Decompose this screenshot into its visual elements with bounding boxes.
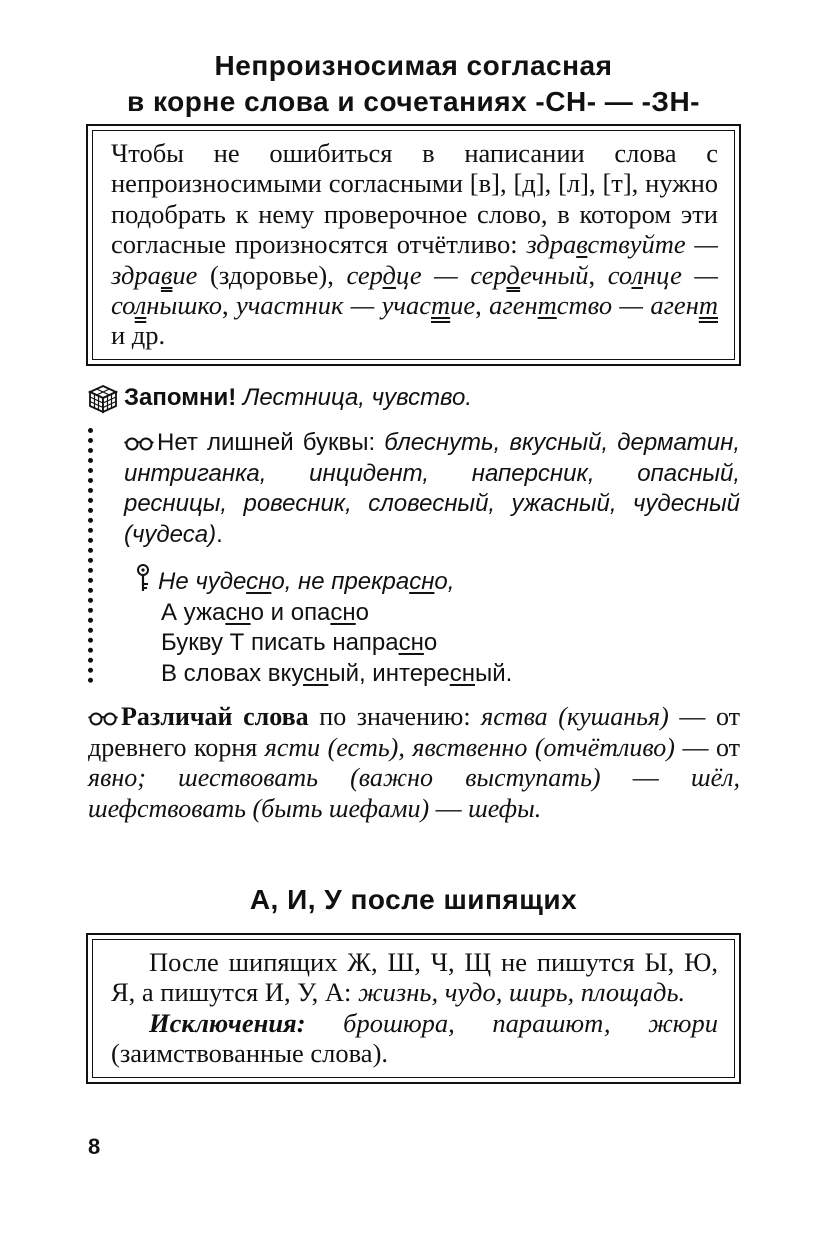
no-extra-letter-paren: (чудеса) [124,520,217,548]
distinguish-note: Различай слова по значению: яства (кушанья) — от древнего корня ясти (есть), явственно (отчётливо) — от явно; шествовать (важно выступать) — шёл, шефствовать (быть шефами) — шефы. [88,702,741,823]
example-2: сердце — сердечный [346,259,589,290]
distinguish-lead: Различай слова [121,702,309,731]
poem-line: В словах вкусный, интересный. [161,659,513,687]
example-5: агентство — агент [489,290,718,321]
no-extra-letter-words: блеснуть, вкусный, дерматин, интриганка, инцидент, наперсник, опасный, ресницы, ровесник, словесный, ужасный, чудесный [124,429,740,517]
example-1: здравствуйте — здравие [111,229,718,290]
section-title-line-2: в корне слова и сочетаниях -СН- — -ЗН- [127,86,700,117]
remember-note [88,382,748,414]
rule-box [86,124,741,366]
glasses-icon [88,712,118,726]
rule-box-text [92,130,735,360]
rule2-text: После шипящих Ж, Ш, Ч, Щ не пишутся Ы, Ю, Я, а пишутся И, У, А: [111,947,718,1008]
rule-box-2 [86,933,741,1084]
mnemonic-poem [132,563,732,689]
rule-intro: Чтобы не ошибиться в написании слова с непроизносимыми согласными [в], [д], [л], [т], нужно подобрать к нему проверочное слово, в котором эти согласные произносятся отчётливо: [111,138,718,260]
no-extra-letter-lead: Нет лишней буквы: [157,429,376,456]
remember-label: Запомни! [124,384,237,411]
key-icon [132,563,154,593]
poem-line: Букву Т писать напрасно [161,629,438,656]
poem-line: Не чудесно, не прекрасно, [132,563,732,598]
section-title [0,48,827,120]
rule2-examples: жизнь, чудо, ширь, площадь. [358,977,686,1008]
rule-box-2-text [92,939,735,1078]
exceptions-words: брошюра, парашют, жюри [343,1007,718,1038]
cube-icon [88,384,118,414]
glasses-icon [124,437,154,451]
rule-tail: и др. [111,320,166,351]
page-number: 8 [88,1134,101,1159]
poem-line: А ужасно и опасно [161,598,370,626]
exceptions-label: Исключения: [149,1007,306,1038]
section-title-line-1: Непроизносимая согласная [214,50,613,81]
exceptions-note: (заимствованные слова). [111,1038,389,1069]
example-3: солнце — солнышко [111,259,718,321]
remember-words: Лестница, чувство. [242,384,473,411]
rule-examples: здравствуйте — здравие (здоровье), сердце — сердечный, солнце — солнышко, участник — участие, агентство — агент и др. [111,229,718,351]
example-4: участник — участие [235,290,476,321]
section-title-2: А, И, У после шипящих [249,884,578,915]
no-extra-letter-note: Нет лишней буквы: блеснуть, вкусный, дерматин, интриганка, инцидент, наперсник, опасный, ресницы, ровесник, словесный, ужасный, чудесный (чудеса). [124,429,740,548]
